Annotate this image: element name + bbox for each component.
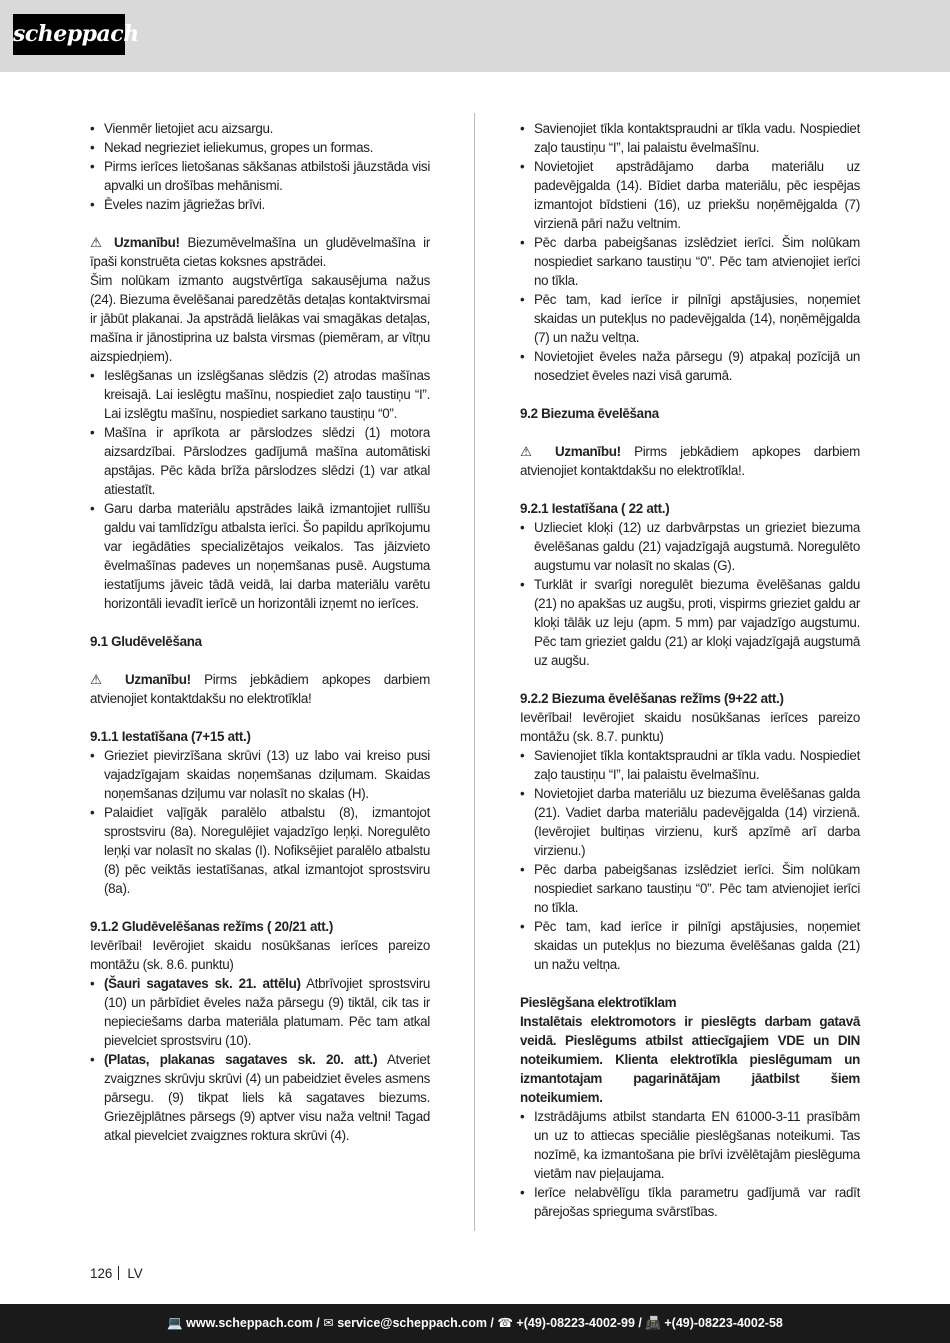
list-item: • Ierīce nelabvēlīgu tīkla parametru gadījumā var radīt pārejošas sprieguma svārstības. bbox=[520, 1183, 860, 1221]
bold-paragraph: Instalētais elektromotors ir pieslēgts darbam gatavā veidā. Pieslēgums atbilst attiecīgajiem VDE un DIN noteikumiem. Klienta elektrotīkla pieslēgumam un izmantotajam pagarinātājam jāatbilst šiem noteikumiem. bbox=[520, 1014, 860, 1105]
contact-footer: 💻 www.scheppach.com / ✉ service@scheppach.com / ☎ +(49)-08223-4002-99 / 📠 +(49)-08223-4002-58 bbox=[0, 1304, 950, 1343]
warning-icon: ⚠ bbox=[90, 235, 107, 250]
warning-paragraph bbox=[520, 442, 860, 480]
section-heading: 9.1 Gludēvelēšana bbox=[90, 634, 202, 649]
list-item: • Pēc tam, kad ierīce ir pilnīgi apstājusies, noņemiet skaidas un putekļus no biezuma ēvelēšanas galda (21) un nažu veltņa. bbox=[520, 917, 860, 974]
warning-icon: ⚠ bbox=[520, 444, 542, 459]
list-item: • Nekad negrieziet ieliekumus, gropes un formas. bbox=[90, 138, 430, 157]
language-code: LV bbox=[127, 1266, 143, 1281]
list-item: • Palaidiet vaļīgāk paralēlo atbalstu (8), izmantojot sprostsviru (8a). Noregulējiet vajadzīgo leņķi. Noregulēto leņķi var nolasīt no skalas (I). Nofiksējiet paralēlo atbalstu (8) pēc veiktās iestatīšanas, atkal izmantojot sprostsviru (8a). bbox=[90, 803, 430, 898]
list-item: • Izstrādājums atbilst standarta EN 61000-3-11 prasībām un uz to attiecas speciālie pieslēgšanas noteikumi. Tas nozīmē, ka izmantošana pie brīvi izvēlētajām pieslēguma vietām nav pieļaujama. bbox=[520, 1107, 860, 1183]
page-number: 126 bbox=[90, 1266, 113, 1281]
page-number-block bbox=[90, 1264, 143, 1283]
subsection-heading: 9.1.1 Iestatīšana (7+15 att.) bbox=[90, 729, 251, 744]
warning-label: Uzmanību! bbox=[113, 235, 180, 250]
warning-paragraph bbox=[90, 233, 430, 271]
subsection-heading: 9.2.2 Biezuma ēvelēšanas režīms (9+22 att.) bbox=[520, 691, 784, 706]
left-column bbox=[90, 119, 430, 1145]
bullet-list bbox=[90, 366, 430, 613]
list-item: • Novietojiet apstrādājamo darba materiālu uz padevējgalda (14). Bīdiet darba materiālu, pēc iespējas izmantojot bīdstieni (16), uz priekšu noņēmējgalda (7) virzienā pāri nažu veltnim. bbox=[520, 157, 860, 233]
list-item: • Pēc darba pabeigšanas izslēdziet ierīci. Šim nolūkam nospiediet sarkano taustiņu “0”. Pēc tam atvienojiet ierīci no tīkla. bbox=[520, 233, 860, 290]
right-column bbox=[520, 119, 860, 1221]
bullet-list bbox=[520, 1107, 860, 1221]
subsection-heading: 9.1.2 Gludēvelēšanas režīms ( 20/21 att.) bbox=[90, 919, 333, 934]
warning-text: Biezumēvelmašīna un gludēvelmašīna ir īpaši konstruēta cietas koksnes apstrādei. bbox=[90, 235, 431, 269]
bullet-list bbox=[520, 119, 860, 385]
list-item: • Vienmēr lietojiet acu aizsargu. bbox=[90, 119, 430, 138]
paragraph: Šim nolūkam izmanto augstvērtīga sakausējuma nažus (24). Biezuma ēvelēšanai paredzētās detaļas kontaktvirsmai ir jābūt plakanai. Ja apstrādā lielākas vai smagākas detaļas, mašīna ir jānostiprina uz balsta virsmas (piemēram, ar vītņu aizspiedņiem). bbox=[90, 273, 430, 364]
subsection-heading: 9.2.1 Iestatīšana ( 22 att.) bbox=[520, 501, 670, 516]
warning-label: Uzmanību! bbox=[555, 444, 621, 459]
section-heading: Pieslēgšana elektrotīklam bbox=[520, 995, 677, 1010]
list-item: • Pēc tam, kad ierīce ir pilnīgi apstājusies, noņemiet skaidas un putekļus no padevējgalda (14), noņēmējgalda (7) un nažu veltņa. bbox=[520, 290, 860, 347]
brand-logo: scheppach bbox=[13, 14, 125, 55]
bullet-list bbox=[90, 746, 430, 898]
list-item bbox=[90, 974, 430, 1050]
list-item: • Uzlieciet kloķi (12) uz darbvārpstas un grieziet biezuma ēvelēšanas galdu (21) vajadzīgajā augstumā. Noregulēto augstumu var nolasīt no skalas (G). bbox=[520, 518, 860, 575]
list-item: • Mašīna ir aprīkota ar pārslodzes slēdzi (1) motora aizsardzībai. Pārslodzes gadījumā mašīna automātiski apstājas. Pēc kāda brīža pārslodzes slēdzi (1) var atkal atiestatīt. bbox=[90, 423, 430, 499]
warning-label: Uzmanību! bbox=[125, 672, 191, 687]
warning-icon: ⚠ bbox=[90, 672, 112, 687]
page-header bbox=[0, 0, 950, 72]
list-item: • Turklāt ir svarīgi noregulēt biezuma ēvelēšanas galdu (21) no apakšas uz augšu, proti, vispirms grieziet galdu ar kloķi tālāk uz leju (apm. 5 mm) par vajadzīgo augstumu. Pēc tam grieziet galdu (21) ar kloķi vajadzīgajā augstumā uz augšu. bbox=[520, 575, 860, 670]
list-item: • Garu darba materiālu apstrādes laikā izmantojiet rullīšu galdu vai tamlīdzīgu atbalsta ierīci. Šo papildu aprīkojumu var iegādāties specializētajos veikalos. Tas jāizvieto ēvelmašīnas padeves un noņemšanas pusē. Augstuma iestatījums jāveic tādā veidā, lai darba materiālu varētu horizontāli ievadīt ierīcē un horizontāli izņemt no ierīces. bbox=[90, 499, 430, 613]
list-item: • Pirms ierīces lietošanas sākšanas atbilstoši jāuzstāda visi apvalki un drošības mehānismi. bbox=[90, 157, 430, 195]
bullet-list bbox=[520, 746, 860, 974]
item-text: Atbrīvojiet sprostsviru (10) un pārbīdiet ēveles naža pārsegu (9) tiktāl, cik tas ir nepieciešams darba materiāla platumam. Pēc tam atkal pievelciet sprostsviru (10). bbox=[104, 976, 431, 1048]
list-item: • Novietojiet ēveles naža pārsegu (9) atpakaļ pozīcijā un nosedziet ēveles nazi visā garumā. bbox=[520, 347, 860, 385]
list-item: • Ēveles nazim jāgriežas brīvi. bbox=[90, 195, 430, 214]
bullet-list bbox=[90, 119, 430, 214]
bullet-list bbox=[520, 518, 860, 670]
list-item: • Savienojiet tīkla kontaktspraudni ar tīkla vadu. Nospiediet zaļo taustiņu “I”, lai palaistu ēvelmašīnu. bbox=[520, 119, 860, 157]
section-heading: 9.2 Biezuma ēvelēšana bbox=[520, 406, 659, 421]
item-text: Atveriet zvaigznes skrūvju skrūvi (4) un pabeidziet ēveles asmens pārsegu. (9) tikpat liels kā sagataves biezums. Griezējplātnes pārsegs (9) aptver visu naža veltni! Tagad atkal pievelciet zvaigznes roktura skrūvi (4). bbox=[104, 1052, 430, 1143]
item-lead: (Šauri sagataves sk. 21. attēlu) bbox=[104, 976, 301, 991]
bullet-list bbox=[90, 974, 430, 1145]
paragraph: Ievērībai! Ievērojiet skaidu nosūkšanas ierīces pareizo montāžu (sk. 8.7. punktu) bbox=[520, 710, 860, 744]
warning-text: Pirms jebkādiem apkopes darbiem atvienojiet kontaktdakšu no elektrotīkla! bbox=[90, 672, 430, 706]
warning-text: Pirms jebkādiem apkopes darbiem atvienojiet kontaktdakšu no elektrotīkla!. bbox=[520, 444, 860, 478]
column-divider bbox=[474, 113, 475, 1231]
warning-paragraph bbox=[90, 670, 430, 708]
list-item: • Ieslēgšanas un izslēgšanas slēdzis (2) atrodas mašīnas kreisajā. Lai ieslēgtu mašīnu, nospiediet zaļo taustiņu “I”. Lai izslēgtu mašīnu, nospiediet sarkano taustiņu “0”. bbox=[90, 366, 430, 423]
list-item: • Pēc darba pabeigšanas izslēdziet ierīci. Šim nolūkam nospiediet sarkano taustiņu “0”. Pēc tam atvienojiet ierīci no tīkla. bbox=[520, 860, 860, 917]
list-item: • Grieziet pievirzīšana skrūvi (13) uz labo vai kreiso pusi vajadzīgajam skaidas noņemšanas dziļumam. Skaidas noņemšanas dziļumu var nolasīt no skalas (H). bbox=[90, 746, 430, 803]
list-item: • Savienojiet tīkla kontaktspraudni ar tīkla vadu. Nospiediet zaļo taustiņu “I”, lai palaistu ēvelmašīnu. bbox=[520, 746, 860, 784]
list-item bbox=[90, 1050, 430, 1145]
paragraph: Ievērībai! Ievērojiet skaidu nosūkšanas ierīces pareizo montāžu (sk. 8.6. punktu) bbox=[90, 938, 430, 972]
list-item: • Novietojiet darba materiālu uz biezuma ēvelēšanas galda (21). Vadiet darba materiālu padevējgalda (14) virzienā. (Ievērojiet bultiņas virzienu, kurš apzīmē arī darba virzienu.) bbox=[520, 784, 860, 860]
item-lead: (Platas, plakanas sagataves sk. 20. att.) bbox=[104, 1052, 378, 1067]
